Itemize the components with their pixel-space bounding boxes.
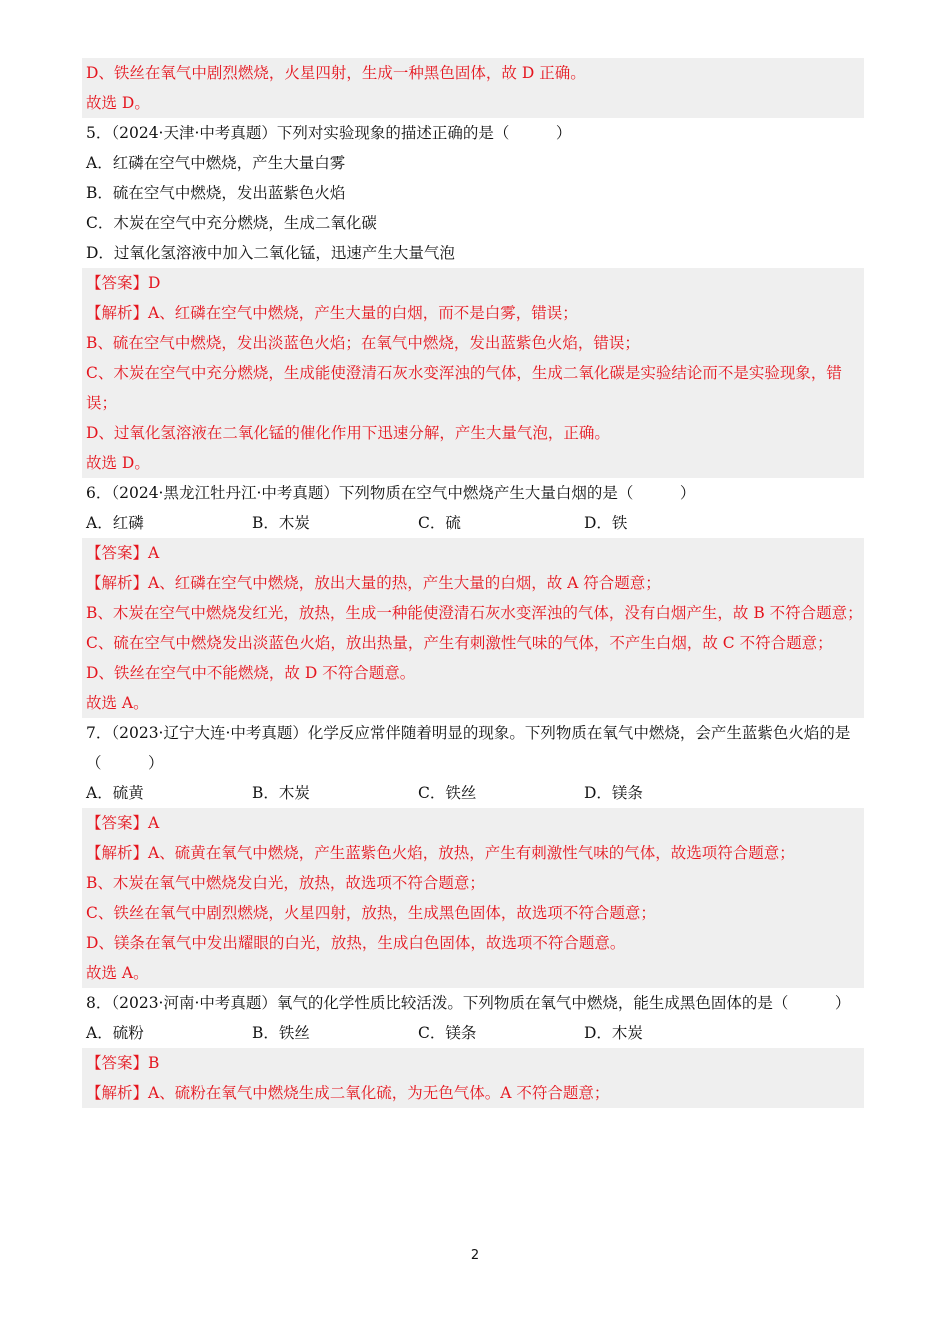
options-row	[86, 508, 864, 538]
explanation-line: 【解析】A、红磷在空气中燃烧，产生大量的白烟，而不是白雾，错误；	[86, 304, 578, 322]
option-d: D．过氧化氢溶液中加入二氧化锰，迅速产生大量气泡	[86, 244, 455, 262]
explanation-line: B、木炭在空气中燃烧发红光，放热，生成一种能使澄清石灰水变浑浊的气体，没有白烟产生，故 B 不符合题意；	[86, 604, 863, 622]
option-b: B．硫在空气中燃烧，发出蓝紫色火焰	[86, 184, 346, 202]
page-number: 2	[470, 1248, 480, 1263]
question-7	[86, 718, 864, 988]
answer-block	[82, 1048, 864, 1108]
explanation-line: D、镁条在氧气中发出耀眼的白光，放热，生成白色固体，故选项不符合题意。	[86, 934, 626, 952]
explanation-line: C、木炭在空气中充分燃烧，生成能使澄清石灰水变浑浊的气体，生成二氧化碳是实验结论而不是实验现象，错误；	[86, 364, 842, 412]
explanation-line: C、硫在空气中燃烧发出淡蓝色火焰，放出热量，产生有刺激性气味的气体，不产生白烟，故 C 不符合题意；	[86, 634, 833, 652]
conclusion: 故选 A。	[86, 964, 149, 982]
option-d: D．木炭	[584, 1024, 643, 1042]
option-d: D．镁条	[584, 784, 643, 802]
answer-block	[82, 538, 864, 718]
explanation-line: C、铁丝在氧气中剧烈燃烧，火星四射，放热，生成黑色固体，故选项不符合题意；	[86, 904, 656, 922]
question-5	[86, 118, 864, 478]
option-a: A．硫黄	[86, 784, 144, 802]
option-a: A．红磷在空气中燃烧，产生大量白雾	[86, 154, 346, 172]
option-b: B．铁丝	[252, 1024, 310, 1042]
option-c: C．铁丝	[418, 784, 477, 802]
question-stem: 5．（2024·天津·中考真题）下列对实验现象的描述正确的是（ ）	[86, 124, 572, 142]
previous-answer-block	[82, 58, 864, 118]
question-6	[86, 478, 864, 718]
answer-label: 【答案】D	[86, 274, 161, 292]
conclusion: 故选 D。	[86, 454, 150, 472]
answer-label: 【答案】A	[86, 544, 160, 562]
answer-block	[82, 808, 864, 988]
document-page	[86, 58, 864, 1108]
option-c: C．硫	[418, 514, 461, 532]
option-a: A．硫粉	[86, 1024, 144, 1042]
explanation-line: B、木炭在氧气中燃烧发白光，放热，故选项不符合题意；	[86, 874, 485, 892]
option-c: C．镁条	[418, 1024, 477, 1042]
explanation-line: 【解析】A、红磷在空气中燃烧，放出大量的热，产生大量的白烟，故 A 符合题意；	[86, 574, 661, 592]
option-d: D．铁	[584, 514, 628, 532]
option-b: B．木炭	[252, 514, 310, 532]
option-c: C．木炭在空气中充分燃烧，生成二氧化碳	[86, 214, 377, 232]
explanation-line: D、过氧化氢溶液在二氧化锰的催化作用下迅速分解，产生大量气泡，正确。	[86, 424, 610, 442]
explanation-line: D、铁丝在空气中不能燃烧，故 D 不符合题意。	[86, 664, 416, 682]
explanation-line: 【解析】A、硫黄在氧气中燃烧，产生蓝紫色火焰，放热，产生有刺激性气味的气体，故选项符合题意；	[86, 844, 795, 862]
question-stem: 8．（2023·河南·中考真题）氧气的化学性质比较活泼。下列物质在氧气中燃烧，能生成黑色固体的是（ ）	[86, 994, 851, 1012]
conclusion: 故选 D。	[86, 94, 150, 112]
answer-label: 【答案】A	[86, 814, 160, 832]
option-a: A．红磷	[86, 514, 144, 532]
options-row	[86, 1018, 864, 1048]
explanation-line: D、铁丝在氧气中剧烈燃烧，火星四射，生成一种黑色固体，故 D 正确。	[86, 64, 586, 82]
answer-label: 【答案】B	[86, 1054, 160, 1072]
conclusion: 故选 A。	[86, 694, 149, 712]
options-row	[86, 778, 864, 808]
explanation-line: B、硫在空气中燃烧，发出淡蓝色火焰；在氧气中燃烧，发出蓝紫色火焰，错误；	[86, 334, 640, 352]
option-b: B．木炭	[252, 784, 310, 802]
question-stem: 6．（2024·黑龙江牡丹江·中考真题）下列物质在空气中燃烧产生大量白烟的是（ ）	[86, 484, 696, 502]
question-stem: 7．（2023·辽宁大连·中考真题）化学反应常伴随着明显的现象。下列物质在氧气中燃烧，会产生蓝紫色火焰的是（ ）	[86, 724, 851, 772]
answer-block	[82, 268, 864, 478]
question-8	[86, 988, 864, 1108]
explanation-line: 【解析】A、硫粉在氧气中燃烧生成二氧化硫，为无色气体。A 不符合题意；	[86, 1084, 610, 1102]
